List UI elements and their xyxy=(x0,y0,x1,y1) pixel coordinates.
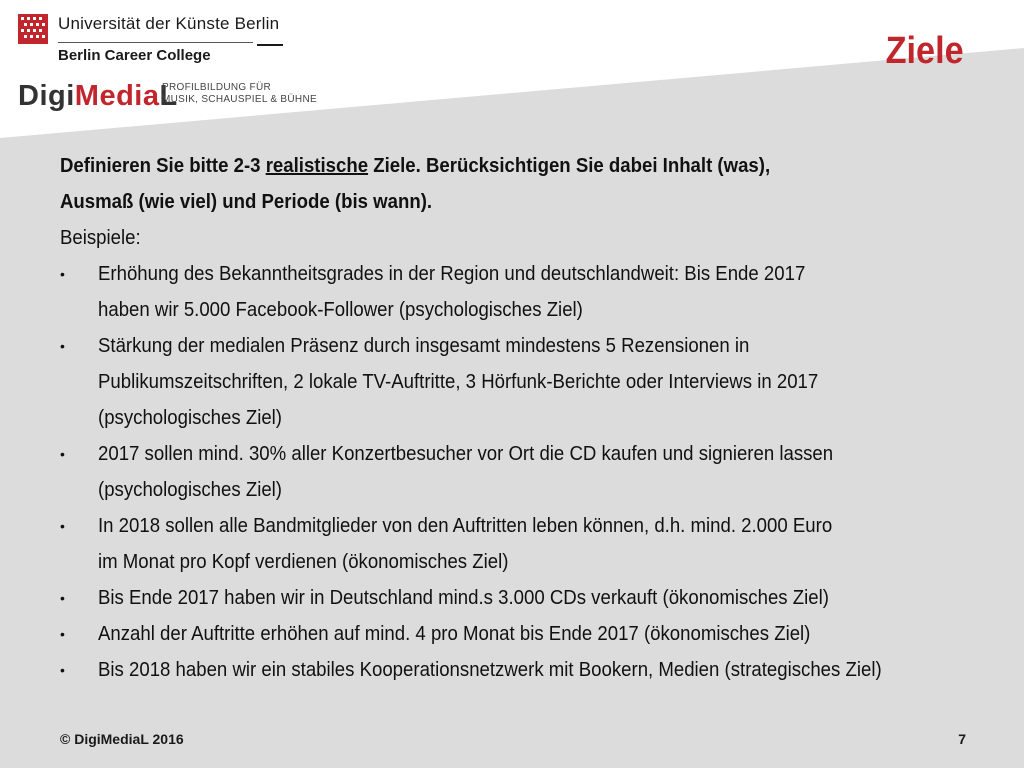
university-name: Universität der Künste Berlin xyxy=(58,14,280,33)
list-item-line: (psychologisches Ziel) xyxy=(98,479,283,501)
intro-line-2: Ausmaß (wie viel) und Periode (bis wann). xyxy=(60,191,433,213)
tagline-line-1: PROFILBILDUNG FÜR xyxy=(162,82,272,93)
list-item-line: Erhöhung des Bekanntheitsgrades in der Region und deutschlandweit: Bis Ende 2017 xyxy=(98,263,806,285)
tagline-line-2: MUSIK, SCHAUSPIEL & BÜHNE xyxy=(162,94,317,105)
list-item xyxy=(60,616,1020,652)
list-item-line: 2017 sollen mind. 30% aller Konzertbesucher vor Ort die CD kaufen und signieren lassen xyxy=(98,443,834,465)
list-item-line: im Monat pro Kopf verdienen (ökonomisches Ziel) xyxy=(98,551,509,573)
bullet-icon: • xyxy=(60,626,65,642)
bullet-icon: • xyxy=(60,518,65,534)
udk-logo-icon xyxy=(18,14,48,44)
list-item-line: Publikumszeitschriften, 2 lokale TV-Auftritte, 3 Hörfunk-Berichte oder Interviews in 2017 xyxy=(98,371,819,393)
example-list xyxy=(60,256,1020,688)
page-number: 7 xyxy=(958,731,966,747)
bullet-icon: • xyxy=(60,266,65,282)
list-item xyxy=(60,328,1020,436)
digimedial-logo xyxy=(18,80,178,112)
list-item-line: In 2018 sollen alle Bandmitglieder von den Auftritten leben können, d.h. mind. 2.000 Euro xyxy=(98,515,833,537)
logo-tagline xyxy=(162,82,317,106)
header-divider-accent xyxy=(257,44,283,46)
intro-underlined: realistische xyxy=(265,155,369,177)
list-item-line: Bis Ende 2017 haben wir in Deutschland mind.s 3.000 CDs verkauft (ökonomisches Ziel) xyxy=(98,587,829,609)
college-name: Berlin Career College xyxy=(58,47,211,64)
intro-before: Definieren Sie bitte 2-3 xyxy=(60,155,266,177)
examples-label: Beispiele: xyxy=(60,227,141,249)
list-item-line: Bis 2018 haben wir ein stabiles Kooperationsnetzwerk mit Bookern, Medien (strategisches Ziel) xyxy=(98,659,882,681)
list-item-line: Anzahl der Auftritte erhöhen auf mind. 4 pro Monat bis Ende 2017 (ökonomisches Ziel) xyxy=(98,623,811,645)
bullet-icon: • xyxy=(60,590,65,606)
list-item xyxy=(60,436,1020,508)
slide-content xyxy=(60,148,1020,688)
list-item xyxy=(60,256,1020,328)
bullet-icon: • xyxy=(60,662,65,678)
header-divider xyxy=(58,42,253,43)
list-item-line: haben wir 5.000 Facebook-Follower (psychologisches Ziel) xyxy=(98,299,583,321)
list-item-line: (psychologisches Ziel) xyxy=(98,407,283,429)
intro-text xyxy=(60,148,1020,220)
footer-copyright: © DigiMediaL 2016 xyxy=(60,731,184,747)
logo-part-l: L xyxy=(159,80,178,112)
list-item xyxy=(60,580,1020,616)
intro-after: Ziele. Berücksichtigen Sie dabei Inhalt (was), xyxy=(368,155,771,177)
list-item-line: Stärkung der medialen Präsenz durch insgesamt mindestens 5 Rezensionen in xyxy=(98,335,750,357)
bullet-icon: • xyxy=(60,338,65,354)
bullet-icon: • xyxy=(60,446,65,462)
list-item xyxy=(60,652,1020,688)
list-item xyxy=(60,508,1020,580)
logo-part-digi: Digi xyxy=(18,80,75,112)
slide-title: Ziele xyxy=(886,30,964,72)
logo-part-media: Media xyxy=(74,80,160,112)
